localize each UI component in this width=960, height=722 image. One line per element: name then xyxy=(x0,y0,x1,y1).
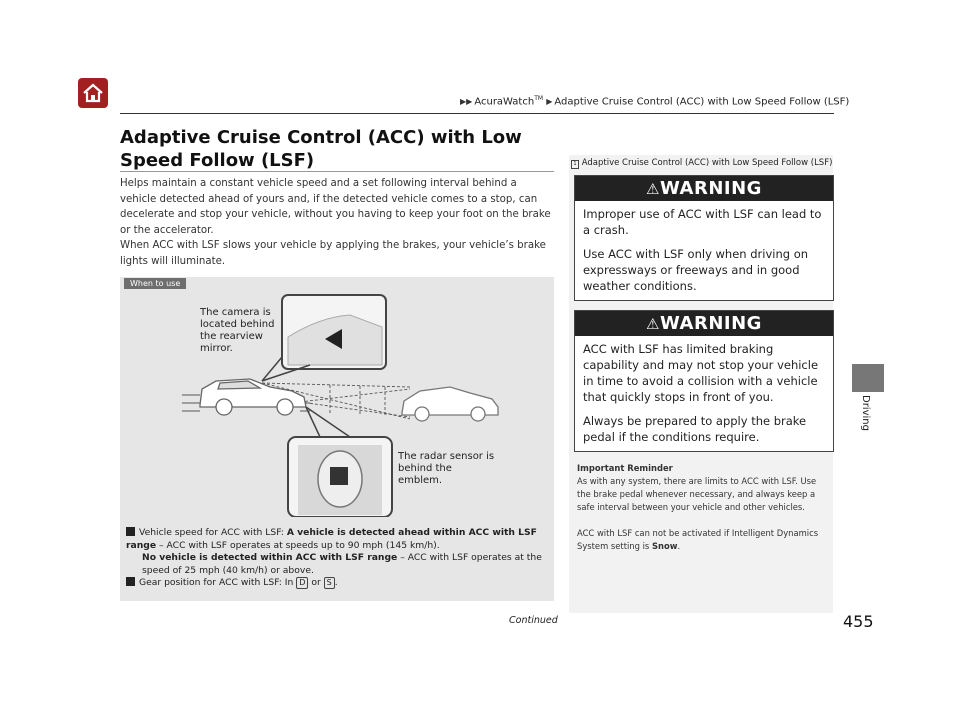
intro-paragraph: When ACC with LSF slows your vehicle by applying the brakes, your vehicle’s brake lights will illuminate. xyxy=(120,240,546,267)
own-vehicle xyxy=(200,379,306,415)
camera-label: The camera is located behind the rearview mirror. xyxy=(200,307,275,354)
important-reminder xyxy=(577,462,831,553)
gear-s-icon: S xyxy=(324,577,335,589)
speed-case-1-detail: – ACC with LSF operates at speeds up to 90 mph (145 km/h). xyxy=(156,539,440,551)
speed-intro: Vehicle speed for ACC with LSF: xyxy=(139,527,287,538)
warning-body xyxy=(575,336,833,445)
home-icon xyxy=(82,83,104,103)
warning-box-2 xyxy=(574,310,834,452)
bullet-square-icon xyxy=(126,577,135,586)
warning-header xyxy=(575,311,833,336)
gear-end: . xyxy=(334,577,338,588)
reminder-title: Important Reminder xyxy=(577,463,673,473)
page-number: 455 xyxy=(843,612,874,631)
warning-text: ACC with LSF has limited braking capability and may not stop your vehicle in time to avoid a collision with a vehicle that quickly stops in front of you. xyxy=(583,342,819,404)
warning-body xyxy=(575,201,833,294)
warning-label: WARNING xyxy=(660,178,762,199)
reminder-note: ACC with LSF can not be activated if Intelligent Dynamics System setting is Snow. xyxy=(577,528,819,551)
speed-case-1: A vehicle is detected ahead within ACC with LSF range xyxy=(126,527,537,551)
gear-or: or xyxy=(308,577,324,588)
radar-emblem-callout xyxy=(288,407,392,517)
trademark-mark: TM xyxy=(534,95,544,102)
sidebar-panel xyxy=(569,155,833,613)
gear-condition xyxy=(126,577,546,590)
radar-label: The radar sensor is behind the emblem. xyxy=(398,451,495,486)
when-to-use-box xyxy=(120,277,554,601)
header-rule xyxy=(120,113,834,114)
intro-text xyxy=(120,176,556,269)
breadcrumb-arrow-icon: ▶▶ xyxy=(460,97,473,107)
warning-label: WARNING xyxy=(660,313,762,334)
page-title: Adaptive Cruise Control (ACC) with Low Speed Follow (LSF) xyxy=(120,127,522,171)
vehicle-ahead xyxy=(402,387,498,421)
reminder-text: As with any system, there are limits to ACC with LSF. Use the brake pedal whenever necessary, and always keep a safe interval between your vehicle and other vehicles. xyxy=(577,476,817,512)
bullet-square-icon xyxy=(126,527,135,536)
setting-value: Snow xyxy=(651,541,678,551)
home-button[interactable] xyxy=(78,78,108,108)
warning-text: Improper use of ACC with LSF can lead to a crash. xyxy=(583,207,822,237)
warning-box-1 xyxy=(574,175,834,301)
speed-condition xyxy=(126,527,546,552)
when-to-use-tag: When to use xyxy=(124,278,186,289)
gear-d-icon: D xyxy=(296,577,308,589)
breadcrumb-current: Adaptive Cruise Control (ACC) with Low Speed Follow (LSF) xyxy=(554,96,850,108)
gear-intro: Gear position for ACC with LSF: In xyxy=(139,577,297,588)
intro-paragraph: Helps maintain a constant vehicle speed and a set following interval behind a vehicle detected ahead of yours and, if the detected vehicle comes to a stop, can decelerate and stop your vehicle, without you having to keep your foot on the brake or the accelerator. xyxy=(120,178,551,236)
continued-label: Continued xyxy=(509,615,558,626)
section-tab-label: Driving xyxy=(860,395,871,431)
breadcrumb-arrow-icon: ▶ xyxy=(546,97,553,107)
speed-case-2: No vehicle is detected within ACC with LSF range xyxy=(142,552,398,563)
title-rule xyxy=(120,171,554,172)
breadcrumb-main[interactable]: AcuraWatch xyxy=(474,96,535,108)
sidebar-heading xyxy=(571,158,832,169)
speed-case-2-detail: – ACC with LSF operates at the speed of 25 mph (40 km/h) or above. xyxy=(142,552,542,576)
usage-conditions xyxy=(126,527,546,590)
speed-condition-2 xyxy=(126,552,546,577)
warning-text: Always be prepared to apply the brake pedal if the conditions require. xyxy=(583,414,807,444)
warning-text: Use ACC with LSF only when driving on expressways or freeways and in good weather conditions. xyxy=(583,247,809,293)
warning-header xyxy=(575,176,833,201)
reference-icon: 1 xyxy=(571,160,579,169)
breadcrumb xyxy=(460,95,849,107)
sidebar-heading-text: Adaptive Cruise Control (ACC) with Low Speed Follow (LSF) xyxy=(581,158,833,168)
warning-triangle-icon: ⚠ xyxy=(646,180,660,198)
warning-triangle-icon: ⚠ xyxy=(646,315,660,333)
section-tab-marker xyxy=(852,364,884,392)
